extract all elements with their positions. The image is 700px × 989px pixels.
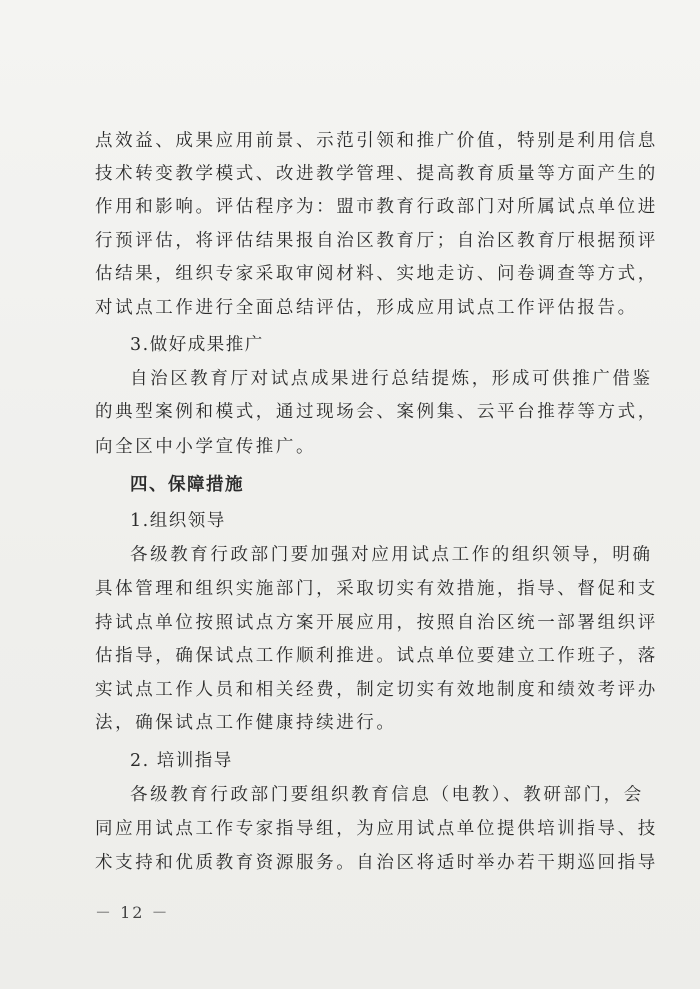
section-heading: 四、保障措施 [130, 475, 244, 495]
body-line: 估结果，组织专家采取审阅材料、实地走访、问卷调查等方式， [95, 264, 658, 284]
subsection-heading: 3.做好成果推广 [130, 335, 264, 355]
subsection-heading: 1.组织领导 [130, 511, 226, 531]
body-line: 对试点工作进行全面总结评估，形成应用试点工作评估报告。 [95, 298, 638, 318]
paragraph-first-line: 各级教育行政部门要组织教育信息（电教）、教研部门，会 [130, 785, 644, 805]
page-number: － 12 － [95, 903, 170, 922]
body-line: 具体管理和组织实施部门，采取切实有效措施，指导、督促和支 [95, 579, 658, 599]
body-line: 法，确保试点工作健康持续进行。 [95, 713, 397, 733]
body-line: 作用和影响。评估程序为：盟市教育行政部门对所属试点单位进 [95, 197, 658, 217]
body-line: 持试点单位按照试点方案开展应用，按照自治区统一部署组织评 [95, 613, 658, 633]
body-line: 实试点工作人员和相关经费，制定切实有效地制度和绩效考评办 [95, 680, 658, 700]
paragraph-first-line: 各级教育行政部门要加强对应用试点工作的组织领导，明确 [130, 545, 653, 565]
body-line: 向全区中小学宣传推广。 [95, 437, 317, 457]
subsection-heading: 2. 培训指导 [130, 751, 233, 771]
body-line: 同应用试点工作专家指导组，为应用试点单位提供培训指导、技 [95, 819, 658, 839]
body-line: 点效益、成果应用前景、示范引领和推广价值，特别是利用信息 [95, 131, 658, 151]
body-line: 技术转变教学模式、改进教学管理、提高教育质量等方面产生的 [95, 164, 658, 184]
body-line: 的典型案例和模式，通过现场会、案例集、云平台推荐等方式， [95, 402, 658, 422]
paragraph-first-line: 自治区教育厅对试点成果进行总结提炼，形成可供推广借鉴 [130, 369, 653, 389]
body-line: 术支持和优质教育资源服务。自治区将适时举办若干期巡回指导 [95, 853, 658, 873]
body-line: 估指导，确保试点工作顺利推进。试点单位要建立工作班子，落 [95, 646, 658, 666]
body-line: 行预评估，将评估结果报自治区教育厅；自治区教育厅根据预评 [95, 231, 658, 251]
